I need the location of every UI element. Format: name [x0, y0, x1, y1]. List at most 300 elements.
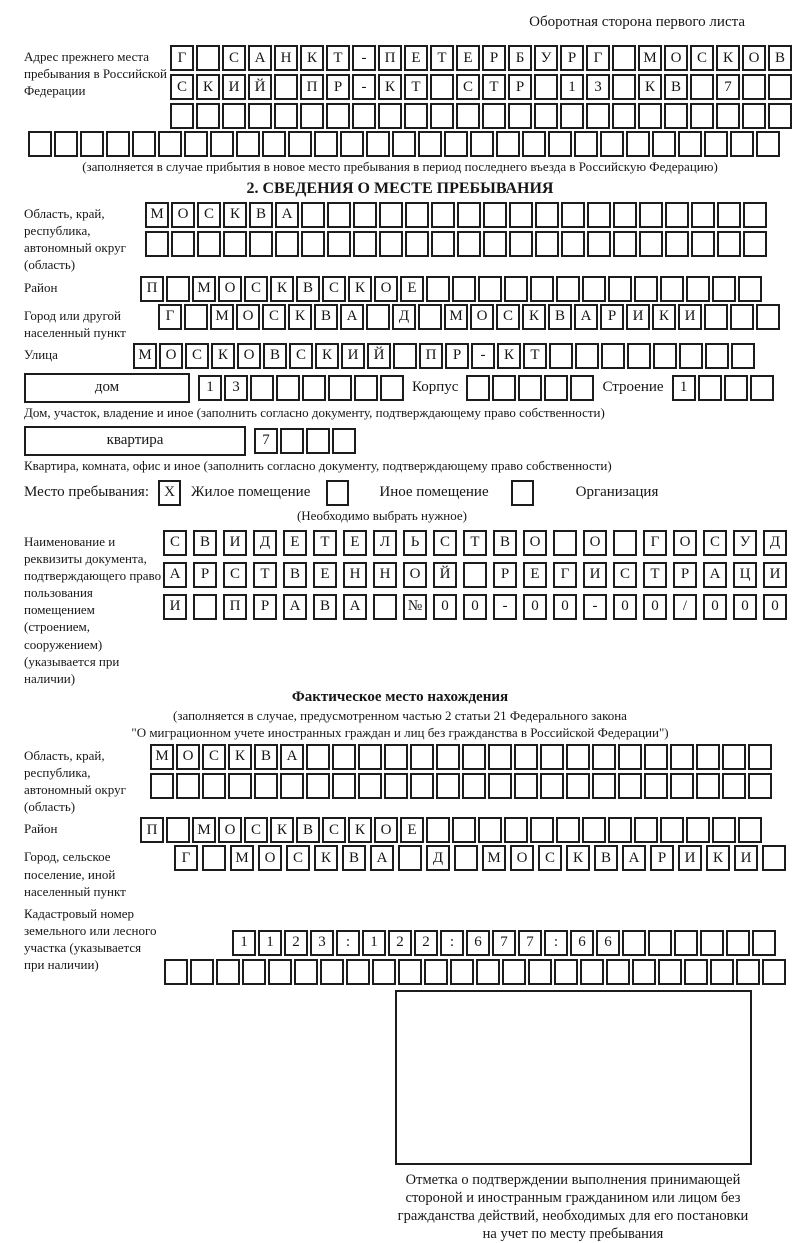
char-box: Й [248, 74, 272, 100]
char-box [106, 131, 130, 157]
char-box: В [664, 74, 688, 100]
char-box: М [210, 304, 234, 330]
char-box: А [370, 845, 394, 871]
char-box [561, 231, 585, 257]
char-box: К [716, 45, 740, 71]
char-box [522, 131, 546, 157]
char-box [622, 930, 646, 956]
char-box [504, 817, 528, 843]
char-box: С [222, 45, 246, 71]
char-box [457, 231, 481, 257]
char-box: Т [326, 45, 350, 71]
char-box [644, 744, 668, 770]
char-row-region-1 [145, 202, 767, 228]
char-box [528, 959, 552, 985]
char-box: С [244, 817, 268, 843]
char-box: С [322, 276, 346, 302]
char-box: - [471, 343, 495, 369]
field-previous-address [24, 45, 800, 129]
char-box [426, 817, 450, 843]
char-box [158, 131, 182, 157]
char-box: Н [343, 562, 367, 588]
char-box: 6 [466, 930, 490, 956]
char-box: В [313, 594, 337, 620]
char-box [404, 103, 428, 129]
char-box: Е [400, 276, 424, 302]
char-box [466, 375, 490, 401]
char-box [228, 773, 252, 799]
char-box: Е [523, 562, 547, 588]
char-box [612, 74, 636, 100]
char-box [674, 930, 698, 956]
char-box [738, 817, 762, 843]
char-box: В [314, 304, 338, 330]
char-box: И [341, 343, 365, 369]
char-box: М [192, 276, 216, 302]
char-box [242, 959, 266, 985]
char-box [430, 74, 454, 100]
char-box [586, 103, 610, 129]
char-box [608, 817, 632, 843]
char-box [717, 202, 741, 228]
char-box [587, 231, 611, 257]
char-box [664, 103, 688, 129]
char-box [736, 959, 760, 985]
char-box [724, 375, 748, 401]
option-other-premises: Иное помещение [379, 484, 489, 501]
char-box: К [314, 845, 338, 871]
char-box: П [223, 594, 247, 620]
char-box [502, 959, 526, 985]
char-box [280, 773, 304, 799]
field-cadastral [24, 902, 800, 985]
char-box: Н [373, 562, 397, 588]
char-row-stroenie [672, 375, 774, 401]
char-box [197, 231, 221, 257]
char-box: И [583, 562, 607, 588]
char-box: А [340, 304, 364, 330]
char-box: - [583, 594, 607, 620]
char-box [392, 131, 416, 157]
house-box: дом [24, 373, 190, 403]
char-box [678, 131, 702, 157]
char-box: Й [367, 343, 391, 369]
char-row-district [140, 276, 762, 302]
char-box [379, 202, 403, 228]
char-box [176, 773, 200, 799]
korpus-label: Корпус [412, 379, 459, 396]
char-box [509, 231, 533, 257]
char-box: К [706, 845, 730, 871]
char-box [582, 817, 606, 843]
char-box: М [230, 845, 254, 871]
char-box [731, 343, 755, 369]
char-box: 1 [560, 74, 584, 100]
char-box [327, 231, 351, 257]
char-box: - [493, 594, 517, 620]
char-box: Р [253, 594, 277, 620]
stamp-box [395, 990, 752, 1165]
char-box: А [574, 304, 598, 330]
char-box: С [185, 343, 209, 369]
char-box [326, 103, 350, 129]
char-box: М [444, 304, 468, 330]
char-box [508, 103, 532, 129]
option-organization: Организация [575, 484, 659, 501]
field-actual-district [24, 817, 800, 843]
char-box: Т [313, 530, 337, 556]
char-box [722, 744, 746, 770]
char-box [410, 744, 434, 770]
char-box [274, 103, 298, 129]
char-box: О [583, 530, 607, 556]
char-box [627, 343, 651, 369]
char-box [756, 131, 780, 157]
char-box [556, 817, 580, 843]
char-box [166, 276, 190, 302]
char-box [470, 131, 494, 157]
char-box: О [218, 276, 242, 302]
char-box: 2 [284, 930, 308, 956]
char-box [752, 930, 776, 956]
char-box [483, 202, 507, 228]
char-box [553, 530, 577, 556]
char-box [150, 773, 174, 799]
char-box [717, 231, 741, 257]
char-box: А [622, 845, 646, 871]
char-box: О [218, 817, 242, 843]
char-box: К [223, 202, 247, 228]
section2-title: 2. СВЕДЕНИЯ О МЕСТЕ ПРЕБЫВАНИЯ [246, 179, 554, 197]
char-box [544, 375, 568, 401]
char-box [250, 375, 274, 401]
char-box [268, 959, 292, 985]
char-box: Ь [403, 530, 427, 556]
char-box: 7 [254, 428, 278, 454]
street-label: Улица [24, 346, 58, 362]
char-box: О [523, 530, 547, 556]
apartment-row [24, 426, 800, 456]
char-box: : [544, 930, 568, 956]
char-box: Г [586, 45, 610, 71]
char-box [574, 131, 598, 157]
char-box [184, 304, 208, 330]
char-box [768, 74, 792, 100]
char-box [483, 231, 507, 257]
char-box: - [352, 45, 376, 71]
char-box [696, 744, 720, 770]
char-row-actual-region-2 [150, 773, 772, 799]
char-box [478, 276, 502, 302]
char-box: О [470, 304, 494, 330]
char-box: 0 [463, 594, 487, 620]
apartment-box: квартира [24, 426, 246, 456]
char-box: 0 [433, 594, 457, 620]
char-box [618, 773, 642, 799]
char-box: 7 [716, 74, 740, 100]
actual-region-label: Область, край, республика, автономный округ (область) [24, 747, 126, 815]
char-box: 0 [553, 594, 577, 620]
char-box: Е [283, 530, 307, 556]
char-box [690, 103, 714, 129]
char-box [193, 594, 217, 620]
char-box [340, 131, 364, 157]
char-box: И [763, 562, 787, 588]
char-box [712, 276, 736, 302]
field-region [24, 202, 800, 274]
char-box [587, 202, 611, 228]
char-box [644, 773, 668, 799]
char-box: С [163, 530, 187, 556]
char-box: 7 [492, 930, 516, 956]
char-box [276, 375, 300, 401]
char-box [670, 744, 694, 770]
checkbox-residential-premises: X [158, 480, 181, 506]
char-box: С [202, 744, 226, 770]
char-box: В [249, 202, 273, 228]
char-box: В [548, 304, 572, 330]
char-box [306, 744, 330, 770]
char-box: М [150, 744, 174, 770]
char-box: А [283, 594, 307, 620]
char-box [457, 202, 481, 228]
char-box: Р [493, 562, 517, 588]
char-box [384, 744, 408, 770]
char-box: Г [174, 845, 198, 871]
char-box: И [223, 530, 247, 556]
char-box: В [254, 744, 278, 770]
char-box [632, 959, 656, 985]
char-box [575, 343, 599, 369]
char-box: Д [392, 304, 416, 330]
stay-type-row [24, 480, 800, 506]
char-box: К [196, 74, 220, 100]
char-box [202, 845, 226, 871]
char-box: 3 [310, 930, 334, 956]
char-row-house [198, 375, 404, 401]
char-box [249, 231, 273, 257]
char-box [653, 343, 677, 369]
char-box: Г [643, 530, 667, 556]
char-box: 0 [613, 594, 637, 620]
char-box: Н [274, 45, 298, 71]
char-row-region-2 [145, 231, 767, 257]
char-box [548, 131, 572, 157]
char-box [534, 103, 558, 129]
char-box [236, 131, 260, 157]
char-box: С [703, 530, 727, 556]
char-box: О [403, 562, 427, 588]
char-box [379, 231, 403, 257]
char-box [145, 231, 169, 257]
char-box [358, 744, 382, 770]
char-box [612, 103, 636, 129]
char-box: 1 [198, 375, 222, 401]
city-label: Город или другой населенный пункт [24, 307, 126, 340]
char-box [410, 773, 434, 799]
char-box: Т [643, 562, 667, 588]
char-box [726, 930, 750, 956]
char-box: № [403, 594, 427, 620]
char-box [660, 817, 684, 843]
char-box [353, 231, 377, 257]
char-box [570, 375, 594, 401]
char-box [549, 343, 573, 369]
char-box [762, 845, 786, 871]
char-box [639, 231, 663, 257]
field-street [24, 343, 800, 369]
char-box [690, 74, 714, 100]
char-box [613, 530, 637, 556]
char-box [54, 131, 78, 157]
char-box: Т [430, 45, 454, 71]
char-box [366, 304, 390, 330]
char-box: 1 [232, 930, 256, 956]
char-box [600, 131, 624, 157]
char-box [748, 773, 772, 799]
char-box: С [197, 202, 221, 228]
stay-type-label: Место пребывания: [24, 484, 149, 501]
char-box [566, 744, 590, 770]
char-box [332, 773, 356, 799]
char-box [358, 773, 382, 799]
char-box [626, 131, 650, 157]
char-box [560, 103, 584, 129]
char-box [712, 817, 736, 843]
char-box [580, 959, 604, 985]
actual-location-note-1: (заполняется в случае, предусмотренном частью 2 статьи 21 Федерального закона [173, 708, 627, 724]
char-box [612, 45, 636, 71]
char-box [332, 744, 356, 770]
char-box [328, 375, 352, 401]
char-box: К [300, 45, 324, 71]
char-box: А [163, 562, 187, 588]
char-box: С [690, 45, 714, 71]
char-box [556, 276, 580, 302]
char-box [691, 202, 715, 228]
char-box: 7 [518, 930, 542, 956]
char-box [430, 103, 454, 129]
char-box: 0 [763, 594, 787, 620]
char-row-actual-city [174, 845, 786, 871]
char-box: О [159, 343, 183, 369]
actual-city-label: Город, сельское поселение, иной населенный пункт [24, 849, 126, 899]
stay-type-note: (Необходимо выбрать нужное) [296, 507, 468, 523]
checkbox-organization [511, 480, 534, 506]
char-box [300, 103, 324, 129]
char-box [534, 74, 558, 100]
char-box: В [283, 562, 307, 588]
char-box: Р [600, 304, 624, 330]
char-box: К [228, 744, 252, 770]
char-box [366, 131, 390, 157]
char-box [372, 959, 396, 985]
char-box [248, 103, 272, 129]
char-box [476, 959, 500, 985]
char-box: Е [313, 562, 337, 588]
char-box: С [289, 343, 313, 369]
district-label: Район [24, 279, 58, 295]
field-district [24, 276, 800, 302]
previous-address-label: Адрес прежнего места пребывания в Российской Федерации [24, 49, 167, 99]
apartment-note: Квартира, комната, офис и иное (заполнить согласно документу, подтверждающему право собственности) [24, 457, 612, 473]
char-row-prev-address-3 [170, 103, 792, 129]
char-box [378, 103, 402, 129]
char-box: С [433, 530, 457, 556]
char-box: О [742, 45, 766, 71]
char-box [452, 276, 476, 302]
char-box [380, 375, 404, 401]
char-box [424, 959, 448, 985]
char-box: К [652, 304, 676, 330]
char-box: 3 [586, 74, 610, 100]
char-box [716, 103, 740, 129]
char-box: С [456, 74, 480, 100]
char-box [301, 202, 325, 228]
char-box: У [733, 530, 757, 556]
char-box [518, 375, 542, 401]
char-box: К [211, 343, 235, 369]
char-box: Г [170, 45, 194, 71]
actual-location-title: Фактическое место нахождения [291, 689, 509, 706]
char-box: Р [326, 74, 350, 100]
char-box: Д [426, 845, 450, 871]
char-box [222, 103, 246, 129]
char-box [670, 773, 694, 799]
char-box [606, 959, 630, 985]
char-box [554, 959, 578, 985]
char-box: А [275, 202, 299, 228]
char-box: К [566, 845, 590, 871]
char-box: Е [343, 530, 367, 556]
char-box [314, 131, 338, 157]
char-box: - [352, 74, 376, 100]
char-box [566, 773, 590, 799]
char-box [613, 231, 637, 257]
char-box [306, 428, 330, 454]
char-row-document-3 [163, 594, 787, 620]
char-box: Е [404, 45, 428, 71]
char-box: В [342, 845, 366, 871]
char-box [254, 773, 278, 799]
char-box: А [280, 744, 304, 770]
char-box: К [638, 74, 662, 100]
char-box [488, 773, 512, 799]
char-box [742, 74, 766, 100]
char-box [202, 773, 226, 799]
char-box [696, 773, 720, 799]
char-box: В [493, 530, 517, 556]
char-box: С [286, 845, 310, 871]
char-box: М [638, 45, 662, 71]
char-box [210, 131, 234, 157]
char-box [431, 202, 455, 228]
char-box [482, 103, 506, 129]
char-box [750, 375, 774, 401]
checkbox-other-premises [326, 480, 349, 506]
char-box: Й [433, 562, 457, 588]
previous-address-note: (заполняется в случае прибытия в новое место пребывания в период последнего въезда в Российскую Федерацию) [82, 159, 718, 174]
char-box [762, 959, 786, 985]
char-box [504, 276, 528, 302]
char-box: П [419, 343, 443, 369]
char-box: И [734, 845, 758, 871]
char-box: И [678, 845, 702, 871]
char-box: В [594, 845, 618, 871]
char-box [450, 959, 474, 985]
char-box [436, 773, 460, 799]
char-box [223, 231, 247, 257]
